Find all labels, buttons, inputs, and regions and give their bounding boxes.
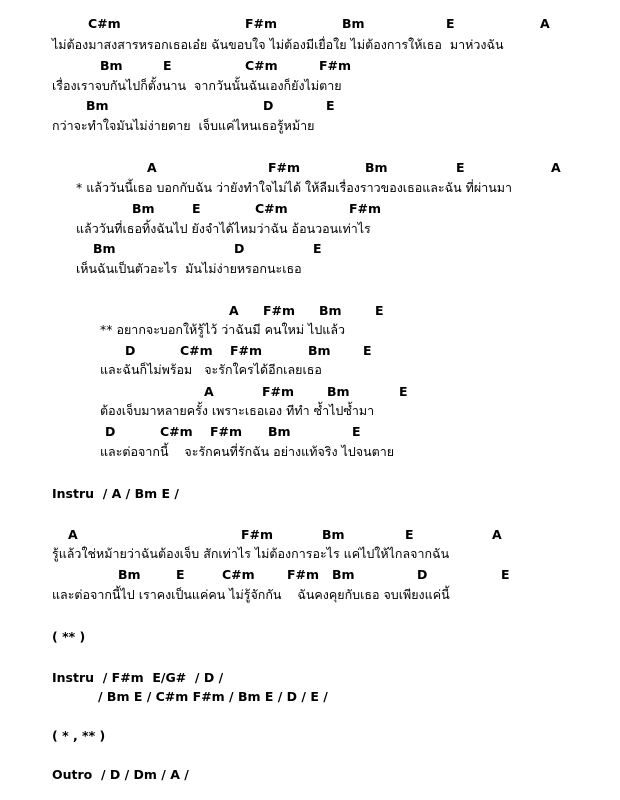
chord: A: [540, 16, 550, 31]
chord: F#m: [263, 303, 296, 318]
chord: E: [326, 98, 335, 113]
chord: Bm: [332, 567, 355, 582]
chord: E: [399, 384, 408, 399]
chord: E: [405, 527, 414, 542]
chord: E: [176, 567, 185, 582]
lyric-line: เรื่องเราจบกันไปก็ตั้งนาน จากวันนั้นฉันเองก็ยังไม่ตาย: [52, 78, 342, 93]
chord-line: [0, 98, 620, 114]
chord: A: [147, 160, 157, 175]
chord-line: [0, 527, 620, 543]
chord: D: [234, 241, 245, 256]
chord-line: [0, 567, 620, 583]
chord: A: [492, 527, 502, 542]
chord: E: [163, 58, 172, 73]
chord: E: [313, 241, 322, 256]
lyric-line: * แล้ววันนี้เธอ บอกกับฉัน ว่ายังทำใจไม่ได้ ให้ลืมเรื่องราวของเธอและฉัน ที่ผ่านมา: [76, 180, 513, 195]
chord-line: [0, 424, 620, 440]
chord: C#m: [160, 424, 193, 439]
lyric-line: และต่อจากนี้ จะรักคนที่รักฉัน อย่างแท้จริง ไปจนตาย: [100, 444, 395, 459]
lyric-line: แล้ววันที่เธอทิ้งฉันไป ยังจำได้ไหมว่าฉัน อ้อนวอนเท่าไร: [76, 221, 371, 236]
chord: F#m: [262, 384, 295, 399]
chord: A: [551, 160, 561, 175]
chord-line: [0, 241, 620, 257]
chord-line: [0, 303, 620, 319]
chord: E: [446, 16, 455, 31]
lyric-line: และต่อจากนี้ไป เราคงเป็นแค่คน ไม่รู้จักกัน ฉันคงคุยกับเธอ จบเพียงแค่นี้: [52, 587, 450, 602]
chord: A: [68, 527, 78, 542]
chord: C#m: [222, 567, 255, 582]
repeat-marker: ( ** ): [52, 629, 86, 644]
chord: Bm: [100, 58, 123, 73]
lyric-line: ไม่ต้องมาสงสารหรอกเธอเอ๋ย ฉันขอบใจ ไม่ต้องมีเยื่อใย ไม่ต้องการให้เธอ มาห่วงฉัน: [52, 37, 504, 52]
chord-line: [0, 160, 620, 176]
chord: F#m: [319, 58, 352, 73]
chord: F#m: [268, 160, 301, 175]
chord: Bm: [365, 160, 388, 175]
chord: E: [501, 567, 510, 582]
instrumental-line: Instru / A / Bm E /: [52, 486, 179, 501]
chord: Bm: [319, 303, 342, 318]
chord: E: [375, 303, 384, 318]
chord: Bm: [308, 343, 331, 358]
lyric-line: ** อยากจะบอกให้รู้ไว้ ว่าฉันมี คนใหม่ ไปแล้ว: [100, 322, 346, 337]
chord: E: [192, 201, 201, 216]
chord: Bm: [118, 567, 141, 582]
chord: D: [417, 567, 428, 582]
instrumental-line: / Bm E / C#m F#m / Bm E / D / E /: [98, 689, 328, 704]
chord: F#m: [210, 424, 243, 439]
lyric-line: กว่าจะทำใจมันไม่ง่ายดาย เจ็บแค่ไหนเธอรู้หม้าย: [52, 118, 315, 133]
lyric-line: ต้องเจ็บมาหลายครั้ง เพราะเธอเอง ทีทำ ซ้ำไปซ้ำมา: [100, 403, 375, 418]
chord: C#m: [180, 343, 213, 358]
chord-line: [0, 58, 620, 74]
chord: C#m: [255, 201, 288, 216]
chord: F#m: [230, 343, 263, 358]
chord-line: [0, 384, 620, 400]
chord: E: [363, 343, 372, 358]
chord: C#m: [245, 58, 278, 73]
lyric-line: รู้แล้วใช่หม้ายว่าฉันต้องเจ็บ สักเท่าไร ไม่ต้องการอะไร แค่ไปให้ไกลจากฉัน: [52, 546, 450, 561]
repeat-marker: ( * , ** ): [52, 728, 106, 743]
lyric-line: เห็นฉันเป็นตัวอะไร มันไม่ง่ายหรอกนะเธอ: [76, 261, 302, 276]
chord: F#m: [349, 201, 382, 216]
chord: A: [229, 303, 239, 318]
instrumental-line: Instru / F#m E/G# / D /: [52, 670, 224, 685]
lyric-line: และฉันก็ไม่พร้อม จะรักใครได้อีกเลยเธอ: [100, 362, 322, 377]
chord: E: [352, 424, 361, 439]
chord: Bm: [342, 16, 365, 31]
outro-line: Outro / D / Dm / A /: [52, 767, 189, 782]
chord: F#m: [241, 527, 274, 542]
chord: Bm: [268, 424, 291, 439]
chord: D: [105, 424, 116, 439]
chord-line: [0, 343, 620, 359]
chord: Bm: [132, 201, 155, 216]
chord: F#m: [245, 16, 278, 31]
chord: F#m: [287, 567, 320, 582]
chord: A: [204, 384, 214, 399]
chord-line: [0, 16, 620, 32]
chord: E: [456, 160, 465, 175]
chord: Bm: [86, 98, 109, 113]
chord: Bm: [327, 384, 350, 399]
chord: C#m: [88, 16, 121, 31]
chord: D: [125, 343, 136, 358]
chord-line: [0, 201, 620, 217]
chord: Bm: [93, 241, 116, 256]
chord: D: [263, 98, 274, 113]
chord: Bm: [322, 527, 345, 542]
